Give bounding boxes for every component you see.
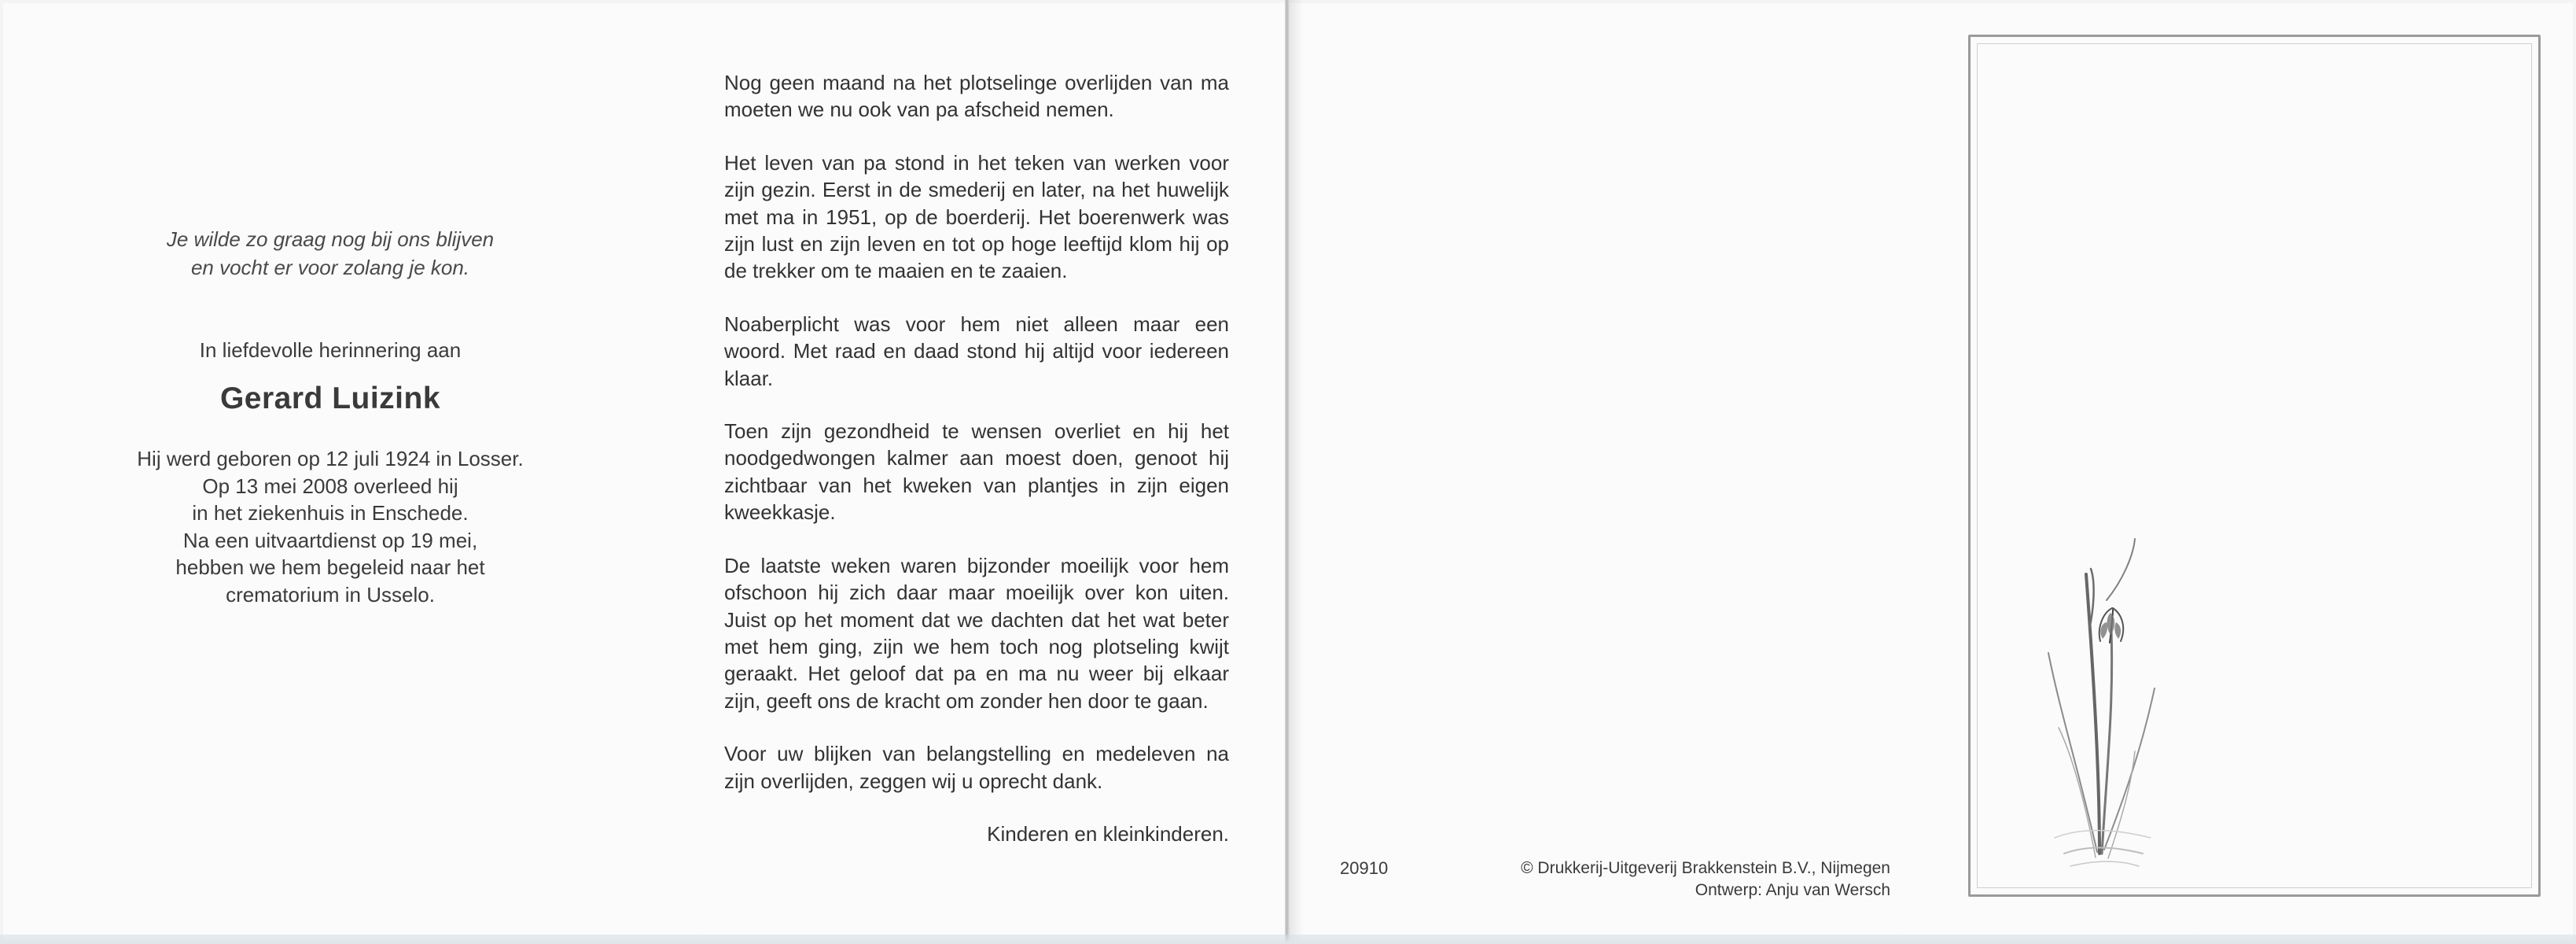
card-bottom-edge [0,935,2576,944]
tribute-paragraph: Noaberplicht was voor hem niet alleen maar een woord. Met raad en daad stond hij altijd voor iedereen klaar. [724,312,1229,390]
designer-line: Ontwerp: Anju van Wersch [1695,881,1890,899]
bio-line: crematorium in Usselo. [226,582,435,607]
printer-line: © Drukkerij-Uitgeverij Brakkenstein B.V., Nijmegen [1521,859,1890,877]
tribute-paragraph: De laatste weken waren bijzonder moeilijk voor hem ofschoon hij zich daar maar moeilijk over kon uiten. Juist op het moment dat we dachten dat het wat beter met hem ging, zijn we hem toch nog plotseling kwijt geraakt. Het geloof dat pa en ma nu weer bij elkaar zijn, geeft ons de kracht om zonder hen door te gaan. [724,553,1229,713]
quote-line: Je wilde zo graag nog bij ons blijven [166,227,495,251]
memorial-quote [118,225,543,282]
printer-credits [1447,857,1890,902]
tribute-paragraph: Voor uw blijken van belangstelling en medeleven na zijn overlijden, zeggen wij u oprecht dank. [724,742,1229,793]
tribute-paragraph: Toen zijn gezondheid te wensen overliet en hij het noodgedwongen kalmer aan moest doen, genoot hij zichtbaar van het kweken van plantjes in zijn eigen kweekkasje. [724,419,1229,525]
bio-line: Op 13 mei 2008 overleed hij [202,474,458,498]
product-code: 20910 [1340,858,1389,878]
tribute-paragraph: Het leven van pa stond in het teken van werken voor zijn gezin. Eerst in de smederij en later, na het huwelijk met ma in 1951, op de boerderij. Het boerenwerk was zijn lust en zijn leven en tot op hoge leeftijd klom hij op de trekker om te maaien en te zaaien. [724,150,1229,283]
bio-line: hebben we hem begeleid naar het [175,555,485,579]
signature: Kinderen en kleinkinderen. [987,821,1229,846]
tribute-paragraph: Nog geen maand na het plotselinge overlijden van ma moeten we nu ook van pa afscheid nemen. [724,71,1229,122]
iris-flower-illustration [2025,515,2166,869]
deceased-name: Gerard Luizink [219,382,441,415]
quote-line: en vocht er voor zolang je kon. [190,256,470,279]
fold-shadow [1290,0,1304,944]
tribute-text [724,69,1229,873]
bio-line: Hij werd geboren op 12 juli 1924 in Losser. [137,447,524,470]
memory-intro: In liefdevolle herinnering aan [199,338,462,362]
biography [118,445,543,608]
bio-line: in het ziekenhuis in Enschede. [192,501,469,525]
bio-line: Na een uitvaartdienst op 19 mei, [182,528,478,552]
